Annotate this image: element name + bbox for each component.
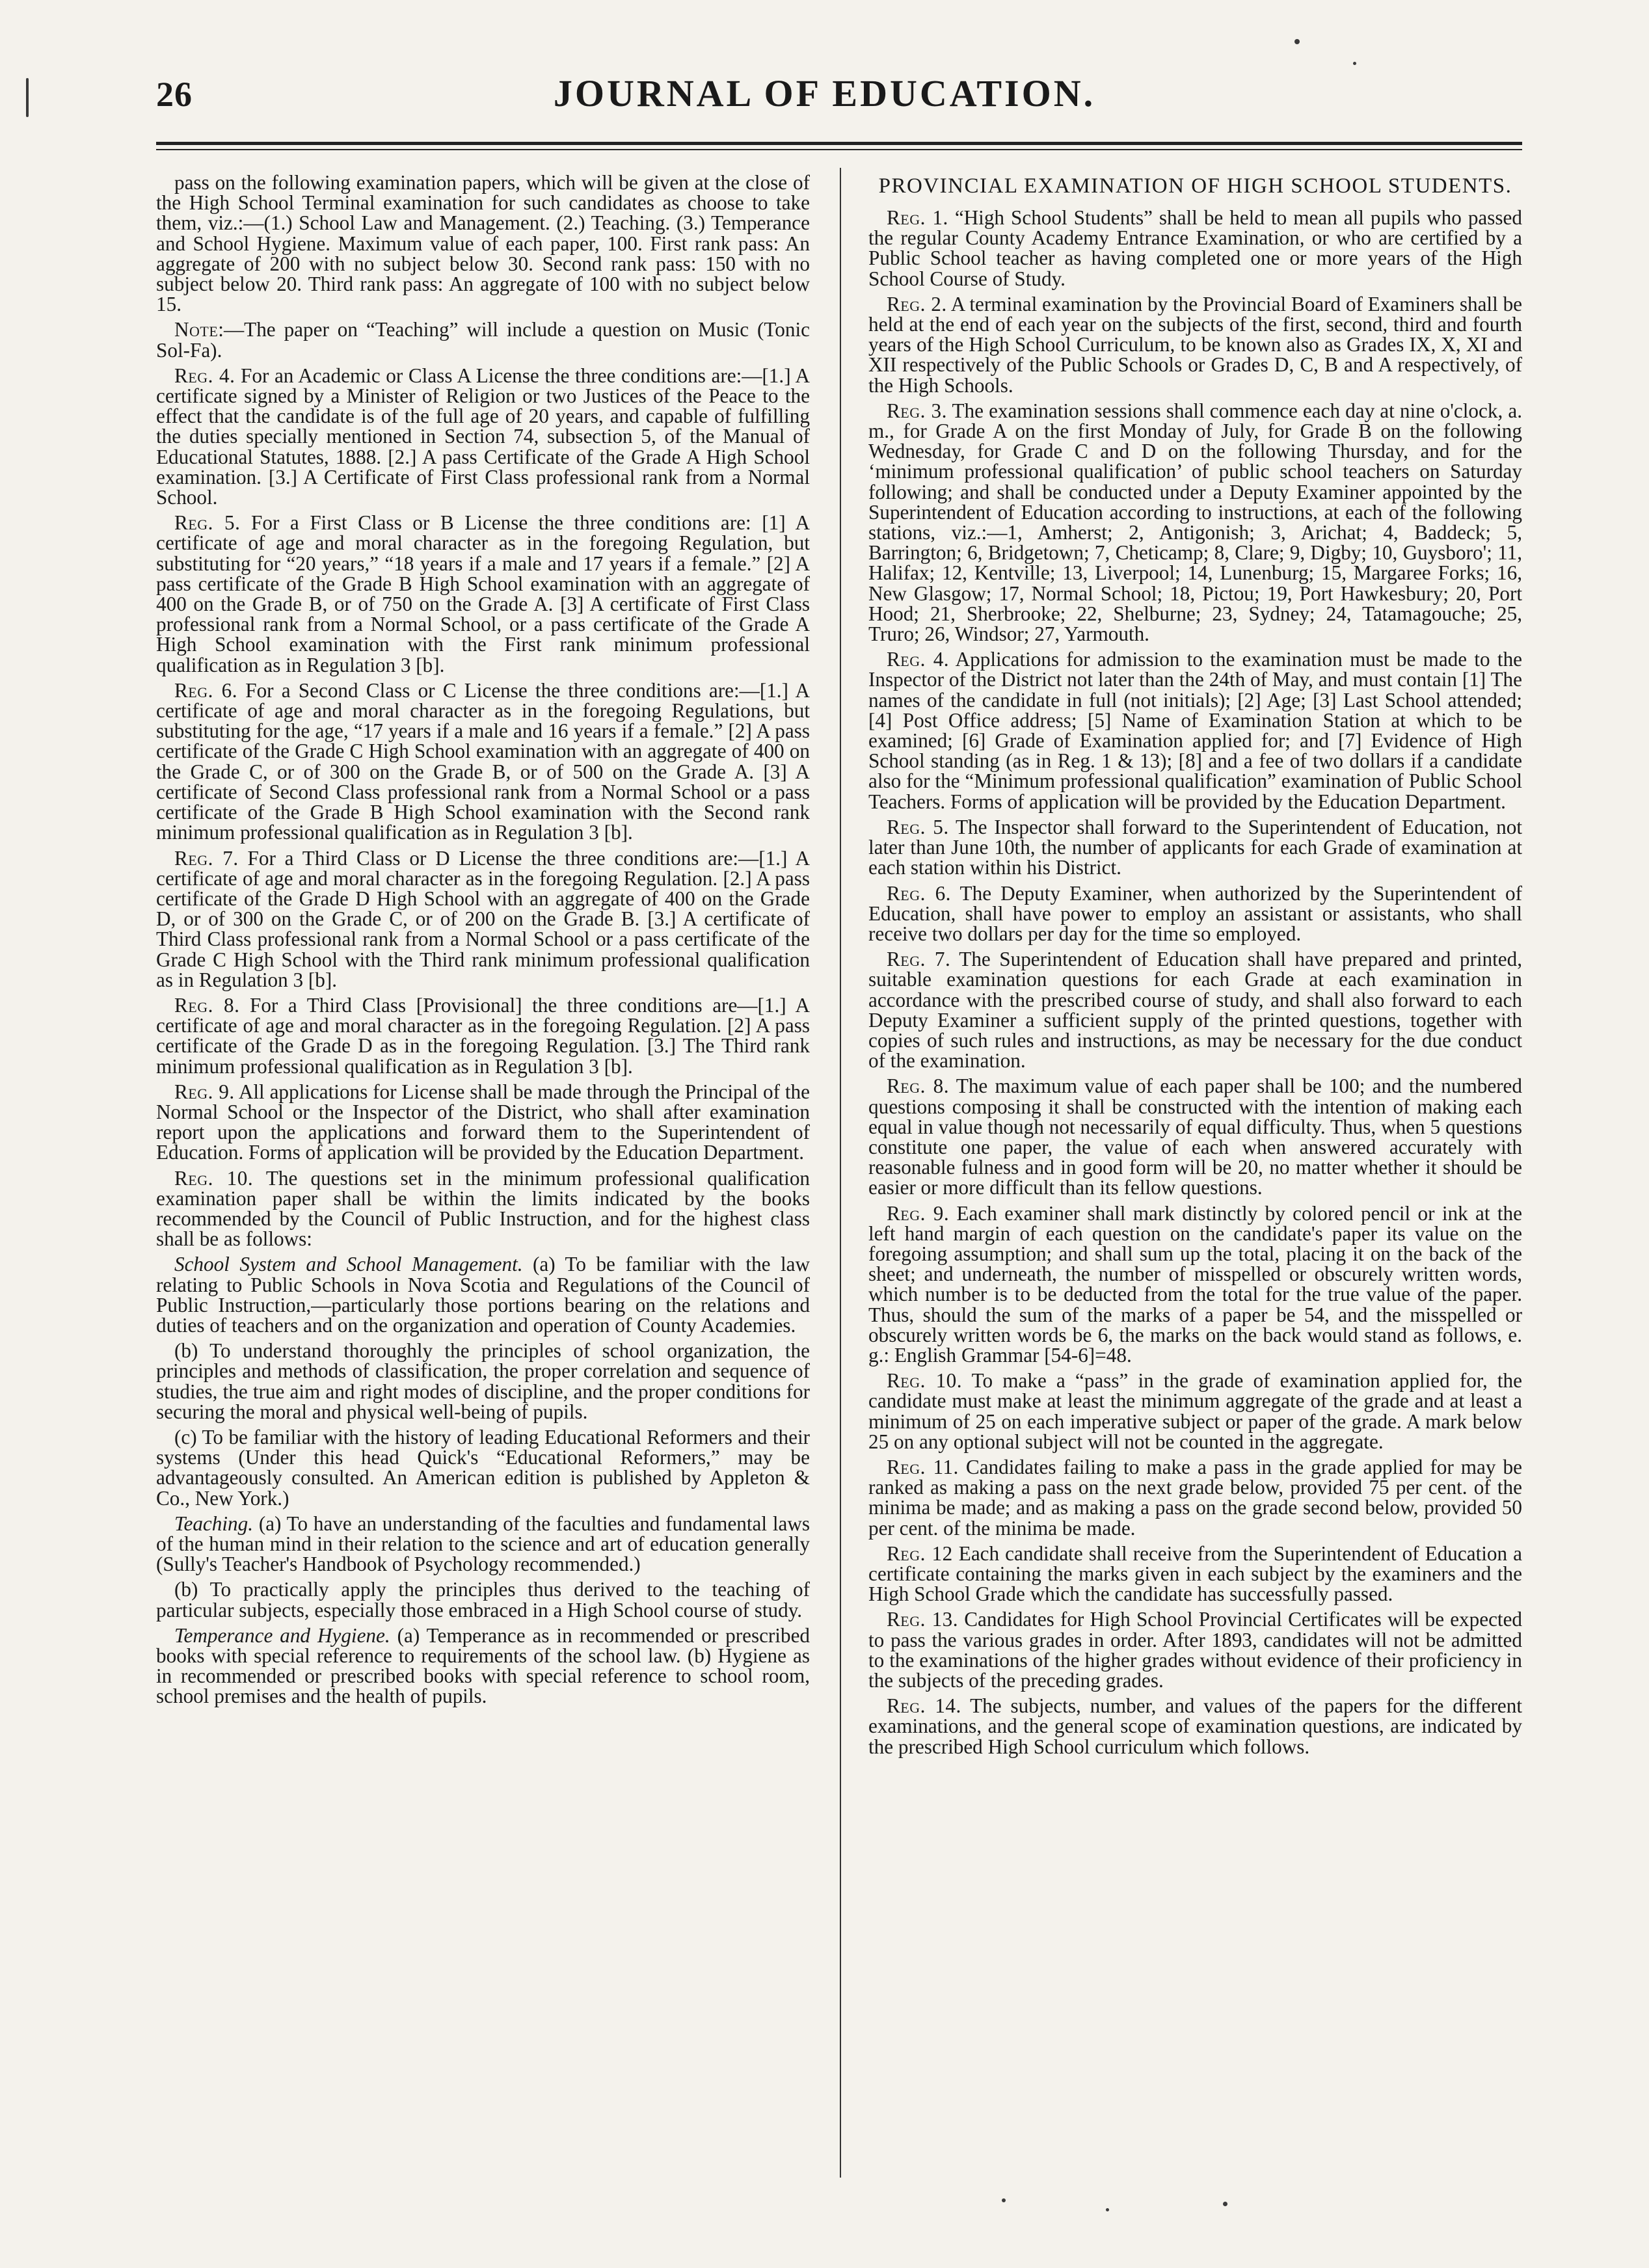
paragraph-text: Candidates for High School Provincial Certificates will be expected to pass the various grades in order. After 1893, candidates will not be admitted to the examinations of the higher grades without evidence of their proficiency in the subjects of the preceding grades.	[868, 1608, 1522, 1692]
paragraph-text: Candidates failing to make a pass in the grade applied for may be ranked as making a pass on the next grade below, provided 75 per cent. of the minima be made; and as making a pass on the grade second below, provided 50 per cent. of the minima be made.	[868, 1455, 1522, 1540]
paragraph-text: (a) Temperance as in recommended or prescribed books with special reference to requirements of the school law. (b) Hygiene as in recommended or prescribed books with special reference to school room, school premises and the health of pupils.	[156, 1623, 810, 1708]
scan-speckle	[1106, 2208, 1109, 2211]
scan-speckle	[1294, 39, 1300, 44]
regulation-paragraph	[868, 1076, 1522, 1197]
paragraph-text: “High School Students” shall be held to mean all pupils who passed the regular County Academy Entrance Examination, or who are certified by a Public School teacher as having completed one or more years of the High School Course of Study.	[868, 206, 1522, 290]
regulation-paragraph	[868, 817, 1522, 878]
paragraph-label: Reg. 9.	[887, 1201, 950, 1225]
regulation-paragraph	[868, 949, 1522, 1071]
regulation-paragraph	[156, 995, 810, 1076]
header-rule-thin	[156, 149, 1522, 150]
paragraph-text: (a) To be familiar with the law relating to Public Schools in Nova Scotia and Regulations of the Council of Public Instruction,—particularly those portions bearing on the relations and duties of teachers and on the organization and operation of County Academies.	[156, 1253, 810, 1337]
paragraph-label: Reg. 7.	[174, 846, 239, 870]
paragraph-text: (c) To be familiar with the history of leading Educational Reformers and their systems (Under this head Quick's “Educational Reformers,” may be advantageously consulted. An American edition is published by Appleton & Co., New York.)	[156, 1425, 810, 1510]
regulation-paragraph	[868, 1457, 1522, 1538]
paragraph-text: :—The paper on “Teaching” will include a question on Music (Tonic Sol-Fa).	[156, 318, 810, 362]
paragraph-label: Reg. 1.	[887, 206, 948, 229]
regulation-paragraph	[868, 1203, 1522, 1366]
paragraph-label: Reg. 10.	[174, 1166, 254, 1190]
paragraph-label: Reg. 13.	[887, 1608, 959, 1631]
paragraph-label: Reg. 4.	[887, 648, 950, 671]
paragraph-text: (b) To understand thoroughly the principles of school organization, the principles and methods of classification, the proper correlation and sequence of studies, the true aim and right modes of discipline, and the proper conditions for securing the moral and physical well-being of pupils.	[156, 1339, 810, 1423]
subject-paragraph	[156, 1625, 810, 1707]
regulation-paragraph	[868, 1609, 1522, 1690]
paragraph-label: Reg. 4.	[174, 364, 235, 387]
header-rule-thick	[156, 142, 1522, 145]
paragraph-label: Reg. 8.	[887, 1074, 950, 1098]
running-head: JOURNAL OF EDUCATION.	[553, 72, 1096, 114]
regulation-paragraph	[156, 1168, 810, 1249]
paragraph-text: The questions set in the minimum professional qualification examination paper shall be within the limits indicated by the books recommended by the Council of Public Instruction, and for the highest class shall be as follows:	[156, 1166, 810, 1251]
paragraph-label: Reg. 8.	[174, 993, 240, 1017]
paragraph-text: Each examiner shall mark distinctly by colored pencil or ink at the left hand margin of each question on the candidate's paper its value on the foregoing assumption; and shall sum up the total, placing it on the back of the sheet; and underneath, the number of misspelled or obscurely written words, which number is to be deducted from the total for the true value of the paper. Thus, should the sum of the marks of a paper be 54, and the misspelled or obscurely written words be 6, the marks on the back would stand as follows, e. g.: English Grammar [54-6]=48.	[868, 1201, 1522, 1367]
regulation-paragraph	[868, 649, 1522, 812]
paragraph-label: Reg. 12	[887, 1541, 953, 1565]
regulation-paragraph	[868, 207, 1522, 289]
page-header	[0, 65, 1649, 137]
paragraph-text: A terminal examination by the Provincial Board of Examiners shall be held at the end of each year on the subjects of the first, second, third and fourth years of the High School Curriculum, to be known also as Grades IX, X, XI and XII respectively of the Public Schools or Grades D, C, B and A respectively, of the High Schools.	[868, 292, 1522, 397]
subject-paragraph	[156, 1579, 810, 1620]
paragraph-text: To make a “pass” in the grade of examination applied for, the candidate must make at least the minimum aggregate of the grade and at least a minimum of 25 on each imperative subject or paper of the grade. A mark below 25 on any optional subject will not be counted in the aggregate.	[868, 1369, 1522, 1453]
subject-paragraph	[156, 1514, 810, 1575]
paragraph-label: Reg. 5.	[174, 511, 241, 535]
paragraph-label: Reg. 14.	[887, 1694, 961, 1718]
paragraph-text: The Superintendent of Education shall have prepared and printed, suitable examination questions for each Grade at each examination in accordance with the prescribed course of study, and shall also forward to each Deputy Examiner a sufficient supply of the printed questions, together with copies of such rules and instructions, as may be necessary for the due conduct of the examination.	[868, 948, 1522, 1073]
paragraph-text: Each candidate shall receive from the Superintendent of Education a certificate containing the marks given in each subject by the examiners and the High School Grade which the candidate has successfully passed.	[868, 1541, 1522, 1606]
paragraph-text: The examination sessions shall commence each day at nine o'clock, a. m., for Grade A on the first Monday of July, for Grade B on the following Wednesday, for Grade C and D on the following Thursday, and for the ‘minimum professional qualification’ of public school teachers on Saturday following; and shall be conducted under a Deputy Examiner appointed by the Superintendent of Education according to instructions, at each of the following stations, viz.:—1, Amherst; 2, Antigonish; 3, Arichat; 4, Baddeck; 5, Barrington; 6, Bridgetown; 7, Cheticamp; 8, Clare; 9, Digby; 10, Guysboro'; 11, Halifax; 12, Kentville; 13, Liverpool; 14, Lunenburg; 15, Margaree Forks; 16, New Glasgow; 17, Normal School; 18, Pictou; 19, Port Hawkesbury; 20, Port Hood; 21, Sherbrooke; 22, Shelburne; 23, Sydney; 24, Tatamagouche; 25, Truro; 26, Windsor; 27, Yarmouth.	[868, 399, 1522, 646]
subject-paragraph	[156, 1341, 810, 1422]
paragraph-text: (a) To have an understanding of the faculties and fundamental laws of the human mind in their relation to the science and art of education generally (Sully's Teacher's Handbook of Psychology recommended.)	[156, 1512, 810, 1576]
left-column	[156, 172, 810, 2176]
right-column	[868, 172, 1522, 2176]
paragraph-text: For a Third Class or D License the three conditions are:—[1.] A certificate of age and moral character as in the foregoing Regulation. [2.] A pass certificate of the Grade D High School with an aggregate of 400 on the Grade D, or of 300 on the Grade C, or of 200 on the Grade B. [3.] A certificate of Third Class professional rank from a Normal School or a pass certificate of the Grade C High School with the Third rank minimum professional qualification as in Regulation 3 [b].	[156, 846, 810, 991]
regulation-paragraph	[868, 1696, 1522, 1757]
note-paragraph	[156, 319, 810, 360]
paragraph-text: For an Academic or Class A License the three conditions are:—[1.] A certificate signed by a Minister of Religion or two Justices of the Peace to the effect that the candidate is of the full age of 20 years, and capable of fulfilling the duties specially mentioned in Section 74, subsection 5, of the Manual of Educational Statutes, 1888. [2.] A pass Certificate of the Grade A High School examination. [3.] A Certificate of First Class professional rank from a Normal School.	[156, 364, 810, 509]
regulation-paragraph	[156, 1082, 810, 1163]
regulation-paragraph	[868, 1543, 1522, 1605]
regulation-paragraph	[868, 294, 1522, 395]
paragraph	[156, 172, 810, 314]
paragraph-label: Temperance and Hygiene.	[174, 1623, 390, 1647]
paragraph-label: Reg. 11.	[887, 1455, 959, 1478]
page-number: 26	[156, 75, 193, 114]
paragraph-label: Reg. 3.	[887, 399, 947, 422]
paragraph-text: pass on the following examination papers, which will be given at the close of the High School Terminal examination for such candidates as choose to take them, viz.:—(1.) School Law and Management. (2.) Teaching. (3.) Temperance and School Hygiene. Maximum value of each paper, 100. First rank pass: An aggregate of 200 with no subject below 30. Second rank pass: 150 with no subject below 20. Third rank pass: An aggregate of 100 with no subject below 15.	[156, 172, 810, 316]
regulation-paragraph	[868, 1370, 1522, 1452]
regulation-paragraph	[156, 680, 810, 843]
scan-speckle	[1223, 2202, 1227, 2206]
paragraph-text: Applications for admission to the examination must be made to the Inspector of the District not later than the 24th of May, and must contain [1] The names of the candidate in full (not initials); [2] Age; [3] Last School attended; [4] Post Office address; [5] Name of Examination Station at which to be examined; [6] Grade of Examination applied for; and [7] Evidence of High School standing (as in Reg. 1 & 13); [8] and a fee of two dollars if a candidate also for the “Minimum professional qualification” examination of Public School Teachers. Forms of application will be provided by the Education Department.	[868, 648, 1522, 813]
subject-paragraph	[156, 1427, 810, 1508]
paragraph-label: Reg. 10.	[887, 1369, 963, 1393]
paragraph-label: Reg. 9.	[174, 1080, 235, 1103]
paragraph-text: The Deputy Examiner, when authorized by the Superintendent of Education, shall have power to employ an assistant or assistants, who shall receive two dollars per day for the time so employed.	[868, 881, 1522, 945]
regulation-paragraph	[868, 883, 1522, 944]
paragraph-label: School System and School Management.	[174, 1253, 523, 1276]
paragraph-label: Reg. 6.	[174, 678, 238, 702]
scan-speckle	[1353, 62, 1356, 65]
paragraph-label: Note	[174, 318, 219, 341]
paragraph-label: Reg. 6.	[887, 881, 951, 905]
paragraph-text: All applications for License shall be made through the Principal of the Normal School or the Inspector of the District, who shall after examination report upon the applications and forward them to the Superintendent of Education. Forms of application will be provided by the Education Department.	[156, 1080, 810, 1164]
regulation-paragraph	[156, 848, 810, 990]
paragraph-text: For a Second Class or C License the three conditions are:—[1.] A certificate of age and moral character as in the foregoing Regulations, but substituting for the age, “17 years if a male and 16 years if a female.” [2] A pass certificate of the Grade C High School examination with an aggregate of 400 on the Grade C, or of 300 on the Grade B, or of 500 on the Grade A. [3] A certificate of Second Class professional rank from a Normal School or a pass certificate of the Grade B High School examination with the Second rank minimum professional qualification as in Regulation 3 [b].	[156, 678, 810, 844]
regulation-paragraph	[868, 401, 1522, 644]
regulation-paragraph	[156, 513, 810, 675]
paragraph-label: Teaching.	[174, 1512, 254, 1535]
paragraph-label: Reg. 5.	[887, 815, 949, 838]
section-title: PROVINCIAL EXAMINATION OF HIGH SCHOOL STUDENTS.	[878, 174, 1512, 198]
paragraph-text: The maximum value of each paper shall be 100; and the numbered questions composing it shall be constructed with the intention of making each equal in value though not necessarily of equal difficulty. Thus, when 5 questions constitute one paper, the value of each when answered accurately with reasonable fulness and in good form will be 20, no matter whether it should be easier or more difficult than its fellow questions.	[868, 1074, 1522, 1199]
paragraph-text: (b) To practically apply the principles thus derived to the teaching of particular subjects, especially those embraced in a High School course of study.	[156, 1578, 810, 1621]
paragraph-label: Reg. 2.	[887, 292, 947, 315]
paragraph-label: Reg. 7.	[887, 948, 951, 971]
scan-speckle	[26, 78, 29, 117]
scan-speckle	[1002, 2198, 1006, 2202]
paragraph-text: For a First Class or B License the three conditions are: [1] A certificate of age and moral character as in the foregoing Regulation, but substituting for “20 years,” “18 years if a male and 17 years if a female.” [2] A pass certificate of the Grade B High School examination with an aggregate of 400 on the Grade B, or of 750 on the Grade A. [3] A certificate of First Class professional rank from a Normal School, or a pass certificate of the Grade A High School examination with the First rank minimum professional qualification as in Regulation 3 [b].	[156, 511, 810, 676]
paragraph-text: The Inspector shall forward to the Superintendent of Education, not later than June 10th, the number of applicants for each Grade of examination at each station within his District.	[868, 815, 1522, 879]
body-columns	[156, 172, 1522, 2176]
paragraph-text: The subjects, number, and values of the papers for the different examinations, and the general scope of examination questions, are indicated by the prescribed High School curriculum which follows.	[868, 1694, 1522, 1758]
regulation-paragraph	[156, 366, 810, 507]
paragraph-text: For a Third Class [Provisional] the three conditions are—[1.] A certificate of age and moral character as in the foregoing Regulation. [2] A pass certificate of the Grade D as in the foregoing Regulation. [3.] The Third rank minimum professional qualification as in Regulation 3 [b].	[156, 993, 810, 1078]
subject-paragraph	[156, 1254, 810, 1335]
